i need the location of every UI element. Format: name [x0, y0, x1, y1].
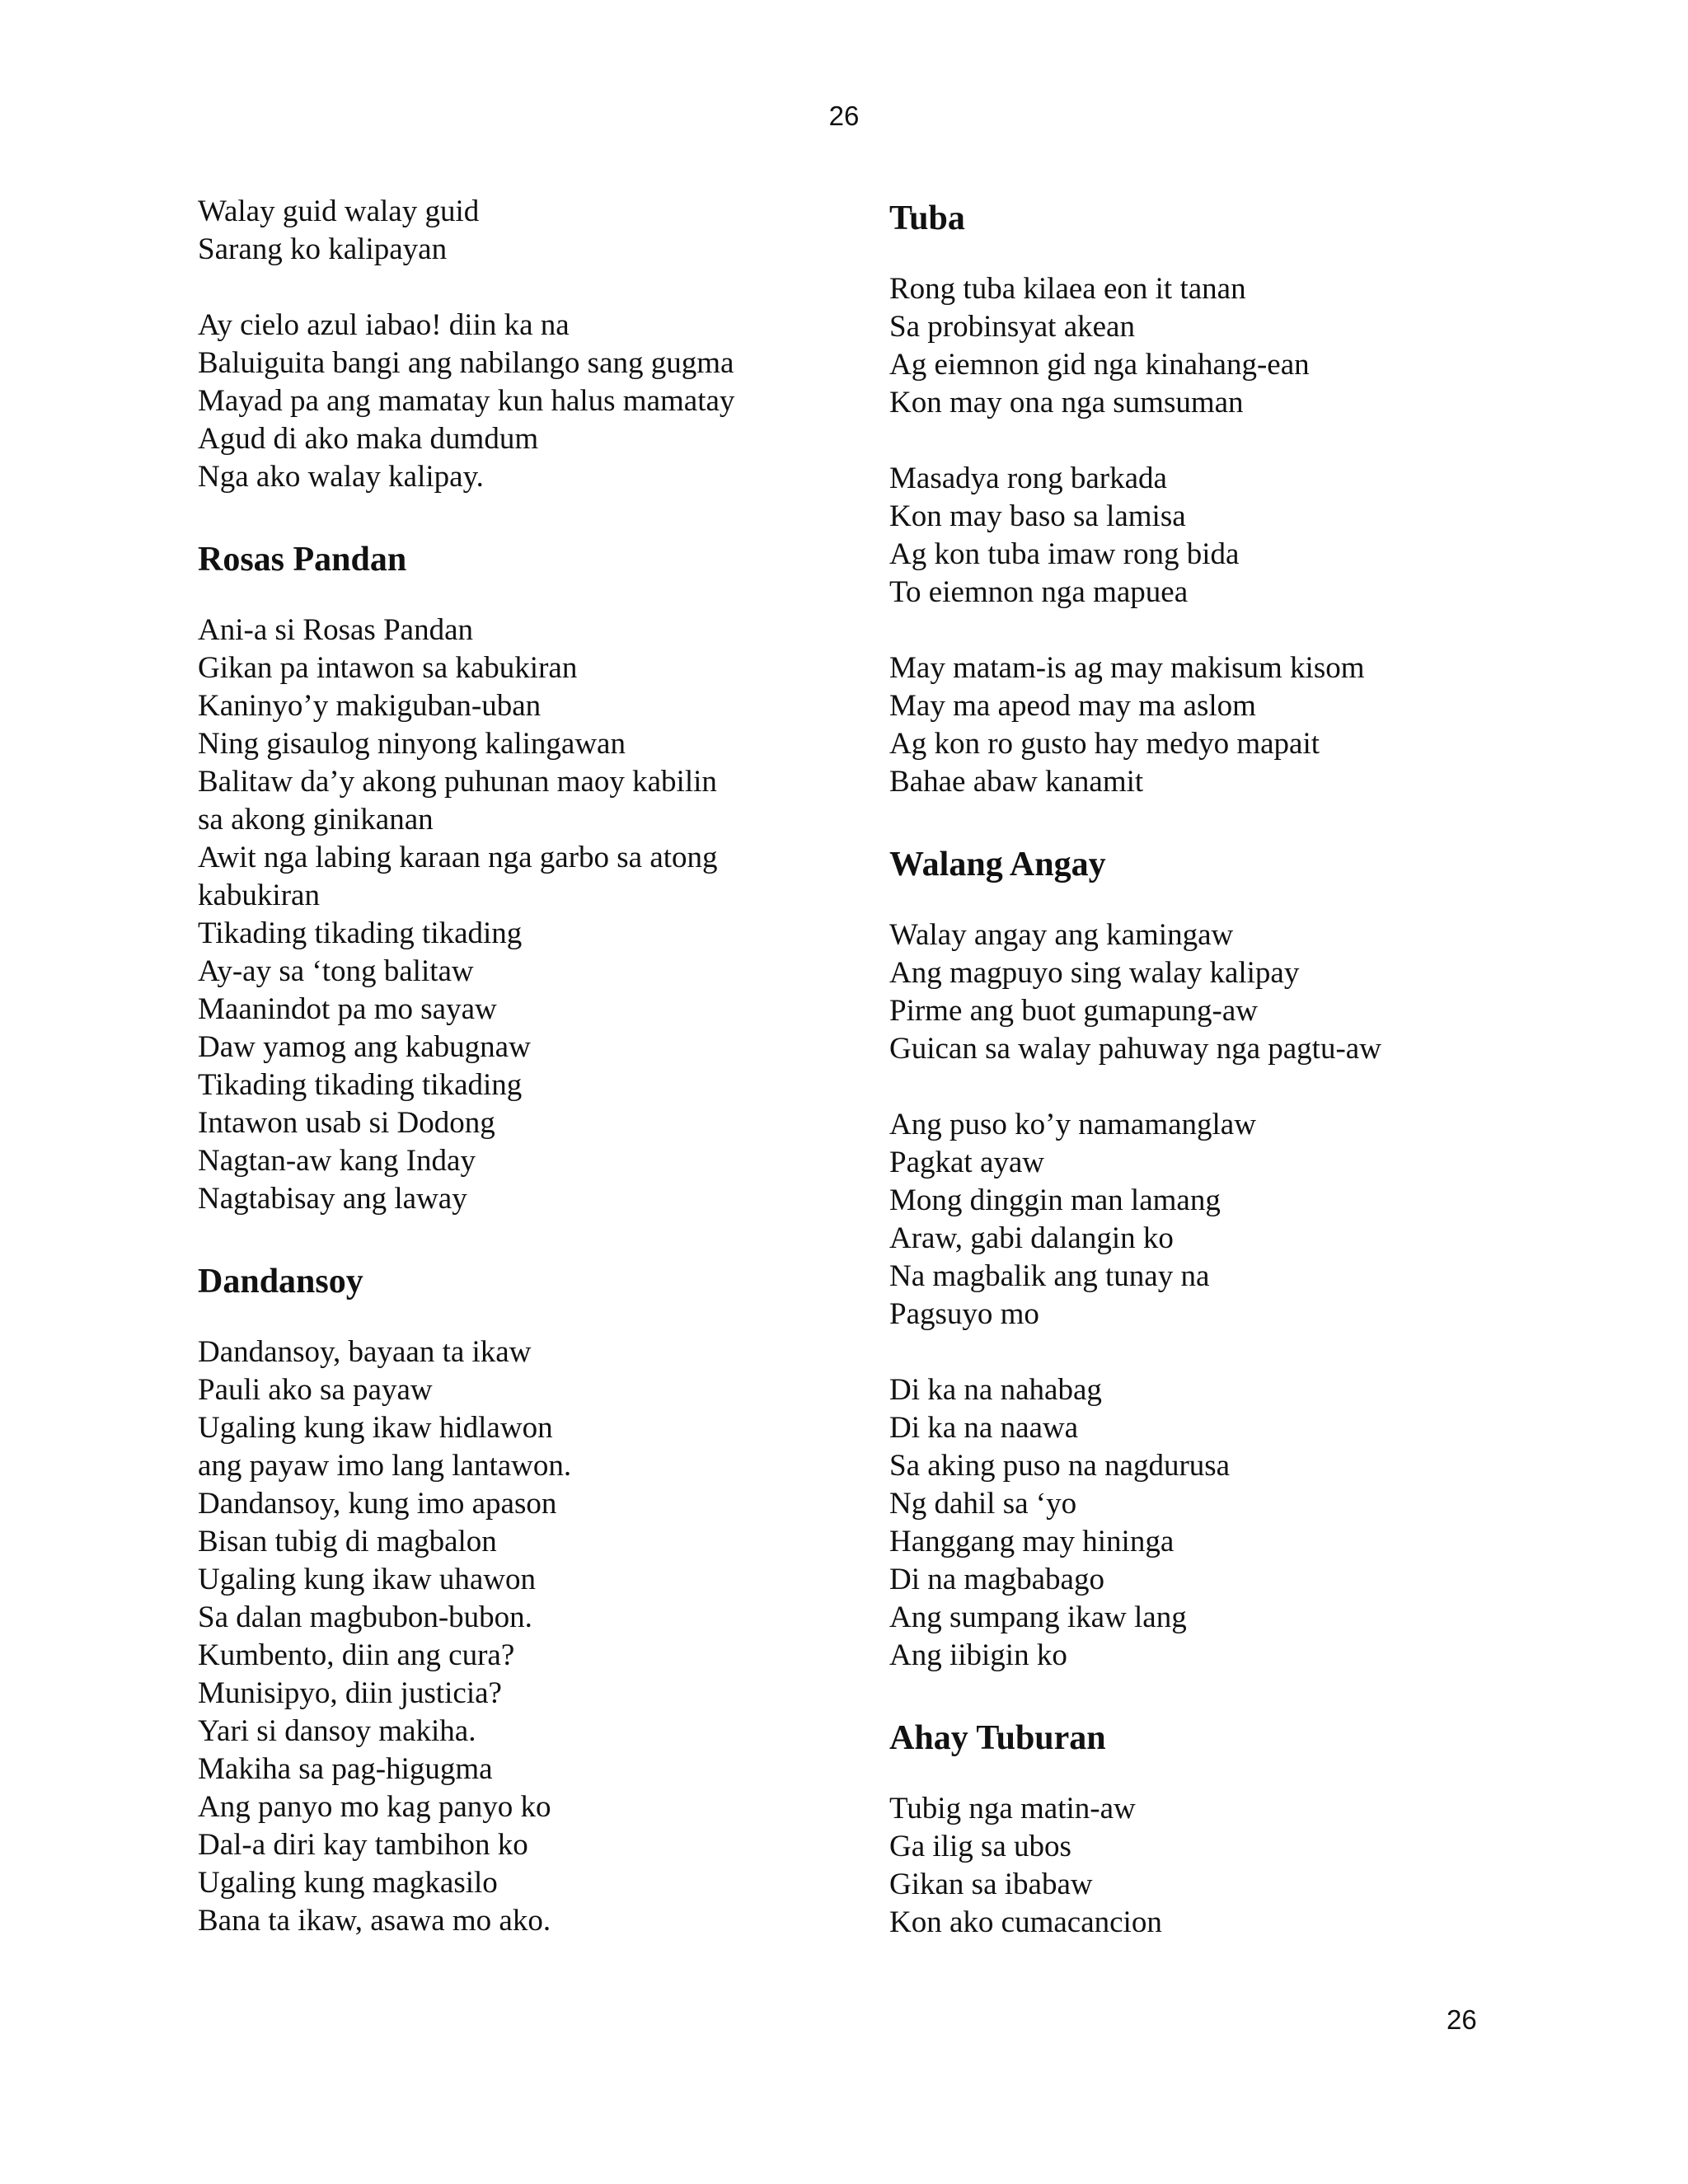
lyric-line: Yari si dansoy makiha.	[198, 1714, 476, 1748]
lyric-line: Bana ta ikaw, asawa mo ako.	[198, 1904, 551, 1938]
lyric-line: To eiemnon nga mapuea	[889, 575, 1189, 609]
page-number-bottom: 26	[1447, 2004, 1477, 2035]
lyric-line: Kaninyo’y makiguban-uban	[198, 689, 542, 723]
lyric-line: Nga ako walay kalipay.	[198, 460, 484, 494]
song-title: Rosas Pandan	[198, 541, 407, 579]
lyric-line: Bahae abaw kanamit	[889, 765, 1144, 799]
lyric-line: ang payaw imo lang lantawon.	[198, 1449, 572, 1483]
lyric-line: Bisan tubig di magbalon	[198, 1525, 497, 1558]
lyric-line: Di ka na nahabag	[889, 1373, 1102, 1407]
lyric-line: Pauli ako sa payaw	[198, 1373, 433, 1407]
lyric-line: kabukiran	[198, 879, 320, 912]
lyric-line: Di na magbabago	[889, 1563, 1104, 1596]
song-title: Dandansoy	[198, 1263, 363, 1301]
lyric-line: Dal-a diri kay tambihon ko	[198, 1828, 528, 1862]
lyric-line: Sa probinsyat akean	[889, 310, 1135, 344]
lyric-line: Balitaw da’y akong puhunan maoy kabilin	[198, 765, 717, 799]
lyric-line: Kon ako cumacancion	[889, 1905, 1162, 1939]
song-ahay-tuburan	[889, 1713, 1532, 1942]
lyric-line: Ani-a si Rosas Pandan	[198, 613, 473, 647]
left-column	[198, 193, 841, 1978]
lyric-line: Sa dalan magbubon-bubon.	[198, 1601, 532, 1634]
song-title: Tuba	[889, 199, 965, 237]
lyric-line: Pagkat ayaw	[889, 1146, 1045, 1179]
lyric-line: Hanggang may hininga	[889, 1525, 1175, 1558]
lyric-line: Ay-ay sa ‘tong balitaw	[198, 954, 474, 988]
lyric-line: Intawon usab si Dodong	[198, 1106, 495, 1140]
song-stanza	[198, 612, 841, 1218]
lyric-line: Ugaling kung ikaw uhawon	[198, 1563, 537, 1596]
song-stanza	[889, 1371, 1532, 1675]
lyric-line: Tikading tikading tikading	[198, 1068, 523, 1102]
lyric-line: Daw yamog ang kabugnaw	[198, 1030, 531, 1064]
song-title: Walang Angay	[889, 846, 1106, 883]
lyric-line: Pagsuyo mo	[889, 1297, 1039, 1331]
lyric-line: Mong dinggin man lamang	[889, 1183, 1221, 1217]
lyric-line: Tikading tikading tikading	[198, 916, 523, 950]
lyric-line: May matam-is ag may makisum kisom	[889, 651, 1365, 685]
lyric-line: Ng dahil sa ‘yo	[889, 1487, 1077, 1521]
intro-stanza-1	[198, 193, 841, 269]
lyric-line: Awit nga labing karaan nga garbo sa atong	[198, 841, 718, 874]
page-number-top: 26	[828, 101, 860, 131]
lyric-line: Ang magpuyo sing walay kalipay	[889, 956, 1300, 990]
song-title: Ahay Tuburan	[889, 1719, 1106, 1757]
song-stanza	[889, 649, 1532, 801]
lyric-line: Tubig nga matin-aw	[889, 1792, 1136, 1825]
lyric-line: Nagtabisay ang laway	[198, 1182, 467, 1216]
lyric-line: Agud di ako maka dumdum	[198, 422, 539, 456]
lyric-line: Sarang ko kalipayan	[198, 232, 448, 266]
lyric-line: Guican sa walay pahuway nga pagtu-aw	[889, 1032, 1381, 1066]
lyric-line: Kon may ona nga sumsuman	[889, 386, 1244, 419]
song-stanza	[889, 270, 1532, 422]
lyric-line: Munisipyo, diin justicia?	[198, 1676, 502, 1710]
lyric-line: Ning gisaulog ninyong kalingawan	[198, 727, 626, 761]
lyric-line: Walay angay ang kamingaw	[889, 918, 1234, 952]
lyric-line: Kon may baso sa lamisa	[889, 499, 1186, 533]
lyric-line: Makiha sa pag-higugma	[198, 1752, 493, 1786]
intro-stanza-2	[198, 307, 841, 496]
lyric-line: Araw, gabi dalangin ko	[889, 1221, 1174, 1255]
lyric-line: Gikan pa intawon sa kabukiran	[198, 651, 578, 685]
song-stanza	[889, 1790, 1532, 1942]
lyric-line: Masadya rong barkada	[889, 462, 1167, 495]
lyric-line: Di ka na naawa	[889, 1411, 1079, 1445]
lyric-line: May ma apeod may ma aslom	[889, 689, 1256, 723]
song-dandansoy	[198, 1256, 841, 1940]
lyric-line: Ay cielo azul iabao! diin ka na	[198, 308, 570, 342]
song-stanza	[889, 1106, 1532, 1333]
lyric-line: Ang sumpang ikaw lang	[889, 1601, 1187, 1634]
lyric-line: Ang puso ko’y namamanglaw	[889, 1108, 1256, 1141]
song-stanza	[198, 1333, 841, 1940]
lyric-line: Maanindot pa mo sayaw	[198, 992, 497, 1026]
lyric-line: Mayad pa ang mamatay kun halus mamatay	[198, 384, 735, 418]
lyric-line: Sa aking puso na nagdurusa	[889, 1449, 1231, 1483]
lyric-line: Baluiguita bangi ang nabilango sang gugma	[198, 346, 734, 380]
lyric-line: Ugaling kung magkasilo	[198, 1866, 498, 1900]
song-rosas-pandan	[198, 534, 841, 1218]
lyric-line: Dandansoy, bayaan ta ikaw	[198, 1335, 532, 1369]
lyric-line: Pirme ang buot gumapung-aw	[889, 994, 1258, 1028]
lyric-line: Ang iibigin ko	[889, 1638, 1067, 1672]
lyric-line: Ang panyo mo kag panyo ko	[198, 1790, 551, 1824]
lyric-line: Dandansoy, kung imo apason	[198, 1487, 557, 1521]
song-stanza	[889, 460, 1532, 612]
lyric-line: Rong tuba kilaea eon it tanan	[889, 272, 1246, 306]
lyric-line: sa akong ginikanan	[198, 803, 434, 837]
song-stanza	[889, 916, 1532, 1068]
right-column	[889, 193, 1532, 1980]
lyric-line: Nagtan-aw kang Inday	[198, 1144, 476, 1178]
lyric-line: Ga ilig sa ubos	[889, 1830, 1071, 1863]
lyric-line: Ag kon tuba imaw rong bida	[889, 537, 1240, 571]
lyric-line: Ag kon ro gusto hay medyo mapait	[889, 727, 1320, 761]
lyric-line: Ag eiemnon gid nga kinahang-ean	[889, 348, 1310, 382]
lyric-line: Kumbento, diin ang cura?	[198, 1638, 515, 1672]
lyric-line: Ugaling kung ikaw hidlawon	[198, 1411, 553, 1445]
song-tuba	[889, 193, 1532, 801]
lyric-line: Walay guid walay guid	[198, 194, 480, 228]
lyric-line: Gikan sa ibabaw	[889, 1868, 1093, 1901]
song-walang-angay	[889, 839, 1532, 1675]
lyric-line: Na magbalik ang tunay na	[889, 1259, 1210, 1293]
